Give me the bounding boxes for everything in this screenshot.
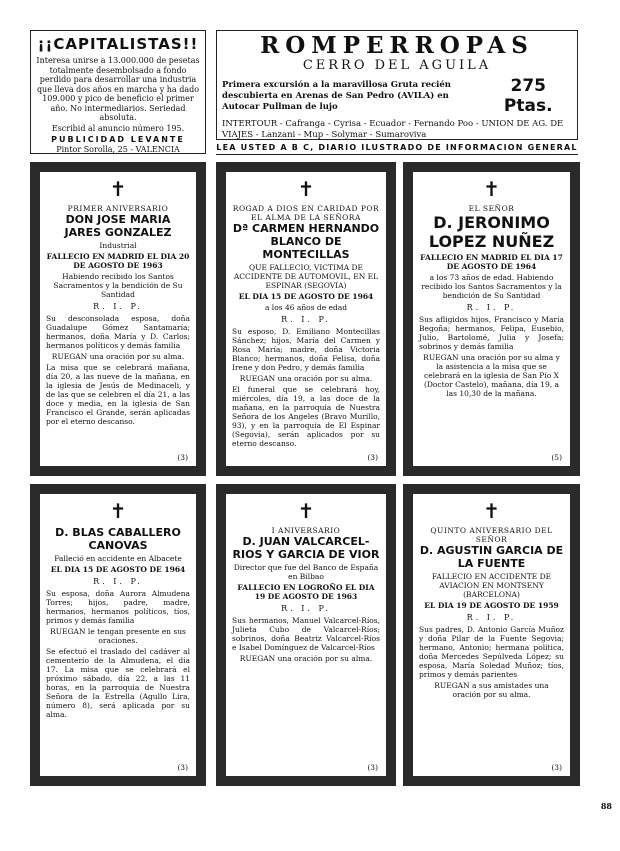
sacraments-note: a los 73 años de edad. Habiendo recibido los Santos Sacramentos y la bendición de Su Santidad — [421, 273, 562, 300]
rip-mark: R. I. P. — [466, 303, 517, 312]
mass-notice: La misa que se celebrará mañana, día 20, a las nueve de la mañana, en la iglesia de Jesús de Medinaceli, y de las que se celebren el día 21, a las doce y media, en la iglesia de San Francisco el Grande, serán aplicadas por el eterno descanso. — [46, 363, 190, 426]
newspaper-banner: LEA USTED A B C, DIARIO ILUSTRADO DE INFORMACION GENERAL — [216, 143, 578, 155]
rip-mark: R. I. P. — [281, 315, 331, 324]
notice-number: (3) — [551, 763, 562, 772]
obituary-notice — [30, 484, 206, 786]
rip-mark: R. I. P. — [93, 302, 143, 311]
deceased-name: D. JUAN VALCARCEL-RIOS Y GARCIA DE VIOR — [232, 535, 380, 561]
cross-icon: ✝ — [297, 177, 315, 201]
prayer-request: RUEGAN una oración por su alma. — [239, 374, 373, 383]
deceased-name: D. JERONIMO LOPEZ NUÑEZ — [428, 213, 555, 251]
mass-notice: Se efectuó el traslado del cadáver al cementerio de la Almudena, el día 17. La misa que se celebrará el próximo sábado, día 22, a las 11 horas, en la parroquia de Nuestra Señora de la Estrella (Agullo Lira, número 8), será aplicada por su alma. — [46, 647, 190, 719]
obituary-preface: PRIMER ANIVERSARIO — [67, 204, 169, 213]
rip-mark: R. I. P. — [93, 577, 143, 586]
ad-address: Pintor Sorolla, 25 - VALENCIA — [56, 145, 180, 154]
prayer-request: RUEGAN una oración por su alma. — [239, 654, 373, 663]
capitalistas-ad — [30, 30, 206, 154]
obituary-notice — [216, 484, 396, 786]
notice-number: (5) — [551, 453, 562, 462]
notice-number: (3) — [177, 763, 188, 772]
death-notice: EL DIA 15 DE AGOSTO DE 1964 — [238, 292, 374, 301]
deceased-title: Director que fue del Banco de España en Bilbao — [233, 563, 379, 581]
ad-agencies: INTERTOUR - Cafranga - Cyrisa - Ecuador - Fernando Poo - UNION DE AG. DE VIAJES - Lanzani - Mup - Solymar - Sumaroviva — [222, 119, 564, 140]
deceased-name: Dª CARMEN HERNANDO BLANCO DE MONTECILLAS — [232, 222, 380, 261]
obituary-notice — [216, 162, 396, 476]
obituary-preface: I ANIVERSARIO — [271, 526, 341, 535]
death-notice: FALLECIO EN LOGROÑO EL DIA 19 DE AGOSTO DE 1963 — [237, 583, 375, 601]
obituary-notice — [30, 162, 206, 476]
sacraments-note: a los 46 años de edad — [264, 303, 348, 312]
sacraments-note: Habiendo recibido los Santos Sacramentos y la bendición de Su Santidad — [53, 272, 183, 299]
ad-title: ROMPERROPAS — [260, 32, 534, 59]
ad-body: Interesa unirse a 13.000.000 de pesetas totalmente desembolsado a fondo perdido para desarrollar una industria que lleva dos años en marcha y ha dado 109.000 y pico de beneficio el primer año. No intermediarios. Seriedad absoluta. — [36, 56, 200, 122]
death-notice: FALLECIO EN MADRID EL DIA 17 DE AGOSTO DE 1964 — [420, 253, 563, 271]
ad-price: 275 Ptas. — [503, 76, 553, 116]
ad-subtitle: CERRO DEL AGUILA — [302, 58, 492, 73]
deceased-title: FALLECIO EN ACCIDENTE DE AVIACION EN MONTSENY (BARCELONA) — [431, 572, 552, 599]
romperropas-ad — [216, 30, 578, 140]
prayer-request: RUEGAN a sus amistades una oración por su alma. — [434, 681, 549, 699]
death-notice: EL DIA 19 DE AGOSTO DE 1959 — [424, 601, 559, 610]
family-list: Sus hermanos, Manuel Valcarcel-Ríos, Julieta Cubo de Valcarcel-Ríos; sobrinos, doña Beatriz Valcarcel-Ríos e Isabel Domínguez de Valcarcel-Ríos — [232, 616, 380, 652]
deceased-name: D. AGUSTIN GARCIA DE LA FUENTE — [419, 544, 564, 570]
deceased-title: Industrial — [99, 241, 137, 250]
prayer-request: RUEGAN una oración por su alma. — [51, 352, 185, 361]
rip-mark: R. I. P. — [281, 604, 331, 613]
obituary-preface: EL SEÑOR — [468, 204, 515, 213]
obituary-preface: QUINTO ANIVERSARIO DEL SEÑOR — [430, 526, 553, 544]
page-marker: 88 — [600, 801, 612, 811]
notice-number: (3) — [367, 453, 378, 462]
cross-icon: ✝ — [109, 177, 127, 201]
obituary-notice — [403, 162, 580, 476]
ad-text: Primera excursión a la maravillosa Gruta recién descubierta en Arenas de San Pedro (AVILA) en Autocar Pullman de lujo — [222, 79, 451, 112]
ad-agency: PUBLICIDAD LEVANTE — [51, 135, 185, 144]
cross-icon: ✝ — [297, 499, 315, 523]
ad-reply: Escribid al anuncio número 195. — [51, 123, 185, 133]
family-list: Su esposa, doña Aurora Almudena Torres; hijos, padre, madre, hermanos, hermanos políticos, tíos, primos y demás familia — [46, 589, 190, 625]
cross-icon: ✝ — [483, 499, 500, 523]
family-list: Su desconsolada esposa, doña Guadalupe Gómez Santamaría; hermanos, doña María y D. Carlos; hermanos políticos y demás familia — [46, 314, 190, 350]
family-list: Su esposo, D. Emiliano Montecillas Sánchez; hijos, María del Carmen y Rosa María; madre, doña Victoria Blanco; hermanos, doña Felisa, doña Irene y don Pedro, y demás familia — [232, 327, 380, 372]
mass-notice: El funeral que se celebrará hoy, miércoles, día 19, a las doce de la mañana, en la parroquia de Nuestra Señora de los Angeles (Bravo Murillo, 93), y en la parroquia de El Espinar (Segovia), serán aplicados por su eterno descanso. — [232, 385, 380, 448]
notice-number: (3) — [367, 763, 378, 772]
deceased-name: DON JOSE MARIA JARES GONZALEZ — [64, 213, 172, 239]
ad-title: ¡¡CAPITALISTAS!! — [37, 35, 199, 53]
obituary-notice — [403, 484, 580, 786]
notice-number: (3) — [177, 453, 188, 462]
rip-mark: R. I. P. — [466, 613, 517, 622]
cross-icon: ✝ — [109, 499, 127, 523]
prayer-request: RUEGAN una oración por su alma y la asistencia a la misa que se celebrará en la iglesia de San Pío X (Doctor Castelo), mañana, día 19, a las 10,30 de la mañana. — [423, 353, 560, 398]
deceased-name: D. BLAS CABALLERO CANOVAS — [55, 526, 181, 552]
cross-icon: ✝ — [483, 177, 500, 201]
deceased-title: Falleció en accidente en Albacete — [54, 554, 182, 563]
prayer-request: RUEGAN le tengan presente en sus oraciones. — [50, 627, 186, 645]
death-notice: FALLECIO EN MADRID EL DIA 20 DE AGOSTO DE 1963 — [46, 252, 190, 270]
family-list: Sus padres, D. Antonio García Muñoz y doña Pilar de la Fuente Segovia; hermano, Antonio; hermana política, doña Mercedes Sepúlveda López; su esposa, María Soledad Muñoz; tíos, primos y demás parientes — [419, 625, 564, 679]
family-list: Sus afligidos hijos, Francisco y María Begoña; hermanos, Felipa, Eusebio, Julio, Bartolomé, Julia y Josefa; sobrinos y demás familia — [419, 315, 564, 351]
deceased-title: QUE FALLECIO, VICTIMA DE ACCIDENTE DE AUTOMOVIL, EN EL ESPINAR (SEGOVIA) — [233, 263, 379, 290]
death-notice: EL DIA 15 DE AGOSTO DE 1964 — [50, 565, 186, 574]
obituary-preface: ROGAD A DIOS EN CARIDAD POR EL ALMA DE LA SEÑORA — [232, 204, 380, 222]
